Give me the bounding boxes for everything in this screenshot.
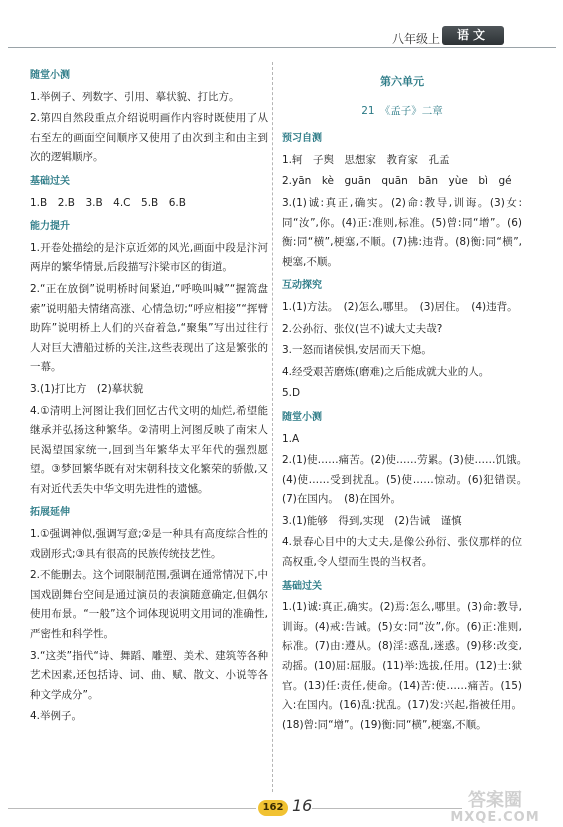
answer-paragraph: 4.①清明上河图让我们回忆古代文明的灿烂,希望能继承并弘扬这种繁华。②清明上河图反映了南宋人民渴望国家统一,回到当年繁华太平年代的强烈愿望。③梦回繁华既有对宋朝科技文化繁荣的骄傲,又有对近代丢失中华文明先进性的遗憾。 bbox=[30, 404, 268, 495]
lesson-title: 21 《孟子》二章 bbox=[361, 104, 443, 117]
answer-paragraph: 1.①强调神似,强调写意;②是一种具有高度综合性的戏剧形式;③具有很高的民族传统技艺性。 bbox=[30, 528, 268, 560]
page-header bbox=[0, 0, 563, 52]
section-heading: 基础过关 bbox=[30, 175, 70, 187]
answer-paragraph: 1.A bbox=[282, 432, 300, 445]
section-heading: 随堂小测 bbox=[282, 411, 322, 423]
answer-paragraph: 2.不能删去。这个词限制范围,强调在通常情况下,中国戏剧舞台空间是通过演员的表演随意确定,但偶尔使用布景。“一般”这个词体现说明文用词的准确性,严密性和科学性。 bbox=[30, 569, 268, 641]
page-footer bbox=[0, 792, 563, 827]
watermark bbox=[430, 792, 560, 826]
answer-paragraph: 4.经受艰苦磨炼(磨难)之后能成就大业的人。 bbox=[282, 365, 490, 378]
answer-paragraph: 1.(1)方法。 (2)怎么,哪里。 (3)居住。 (4)违背。 bbox=[282, 300, 518, 313]
section-heading: 互动探究 bbox=[282, 280, 322, 292]
left-column bbox=[30, 62, 268, 729]
answer-paragraph: 1.举例子、列数字、引用、摹状貌、打比方。 bbox=[30, 90, 240, 103]
unit-title: 第六单元 bbox=[380, 75, 424, 88]
answer-paragraph: 4.举例子。 bbox=[30, 710, 83, 723]
section-heading: 随堂小测 bbox=[30, 70, 70, 81]
section-heading: 预习自测 bbox=[282, 133, 322, 145]
answer-paragraph: 1.开卷处描绘的是汴京近郊的风光,画面中段是汴河两岸的繁华情景,后段描写汴梁市区的街道。 bbox=[30, 241, 268, 274]
watermark-text: 答案圈 bbox=[468, 790, 522, 811]
answer-paragraph: 1.(1)诚:真正,确实。(2)焉:怎么,哪里。(3)命:教导,训诲。(4)戒:告诫。(5)女:同“汝”,你。(6)正:准则,标准。(7)由:遵从。(8)淫:惑乱,迷惑。(9)移:改变,动摇。(10)屈:屈服。(11)举:选拔,任用。(12)士:狱官。(13)任:责任,使命。(14)苦:使……痛苦。(15)入:在国内。(16)乱:扰乱。(17)发:兴起,指被任用。(18)曾:同“增”。(19)衡:同“横”,梗塞,不顺。 bbox=[282, 601, 522, 731]
answer-paragraph: 3.(1)诚:真正,确实。(2)命:教导,训诲。(3)女:同“汝”,你。(4)正:准则,标准。(5)曾:同“增”。(6)衡:同“横”,梗塞,不顺。(7)拂:违背。(8)衡:同“横”,梗塞,不顺。 bbox=[282, 196, 522, 268]
handwritten-note: 16 bbox=[292, 796, 313, 815]
grade-label: 八年级上 bbox=[392, 32, 441, 46]
answer-paragraph: 1.轲 子舆 思想家 教育家 孔孟 bbox=[282, 153, 450, 166]
header-rule bbox=[8, 47, 556, 48]
column-divider bbox=[272, 62, 273, 792]
answer-paragraph: 5.D bbox=[282, 387, 301, 400]
answer-paragraph: 3.一怒而诸侯惧,安居而天下熄。 bbox=[282, 344, 432, 357]
section-heading: 基础过关 bbox=[282, 580, 322, 592]
answer-paragraph: 2.第四自然段重点介绍说明画作内容时既使用了从右至左的画面空间顺序又使用了由次到主和由主到次的逻辑顺序。 bbox=[30, 112, 268, 164]
section-heading: 拓展延伸 bbox=[30, 507, 70, 519]
answer-paragraph: 3.“这类”指代“诗、舞蹈、雕塑、美术、建筑等各种艺术因素,还包括诗、词、曲、赋、散文、小说等各种文学成分”。 bbox=[30, 649, 268, 701]
answer-paragraph: 2.(1)使……痛苦。(2)使……劳累。(3)使……饥饿。 (4)使……受到扰乱。(5)使……惊动。(6)犯错误。 (7)在国内。 (8)在国外。 bbox=[282, 454, 533, 506]
answer-paragraph: 2.“正在放倒”说明桥时间紧迫,“呼唤叫喊”“握篙盘索”说明船夫情绪高涨、心情急切;“呼应相接”“挥臂助阵”说明桥上人们的兴奋着急,“聚集”写出过往行人对巨大漕船过桥的关注,这些表现出了这是繁张的一幕。 bbox=[30, 282, 268, 374]
footer-rule-left bbox=[8, 808, 256, 809]
answer-paragraph: 3.(1)打比方 (2)摹状貌 bbox=[30, 382, 144, 395]
section-heading: 能力提升 bbox=[30, 221, 70, 233]
watermark-domain: MXQE.COM bbox=[450, 810, 540, 825]
subject-badge: 语文 bbox=[442, 26, 504, 45]
answer-paragraph: 3.(1)能够 得到,实现 (2)告诫 谨慎 bbox=[282, 514, 462, 527]
answer-paragraph: 1.B 2.B 3.B 4.C 5.B 6.B bbox=[30, 196, 186, 209]
answer-paragraph: 2.公孙衍、张仪(岂不)诚大丈夫哉? bbox=[282, 322, 443, 335]
answer-paragraph: 2.yān kè guān quān bān yùe bì gé bbox=[282, 175, 512, 188]
page-number: 162 bbox=[258, 800, 288, 816]
answer-paragraph: 4.景春心目中的大丈夫,是像公孙衍、张仪那样的位高权重,令人望而生畏的当权者。 bbox=[282, 536, 522, 569]
right-column bbox=[282, 62, 533, 737]
